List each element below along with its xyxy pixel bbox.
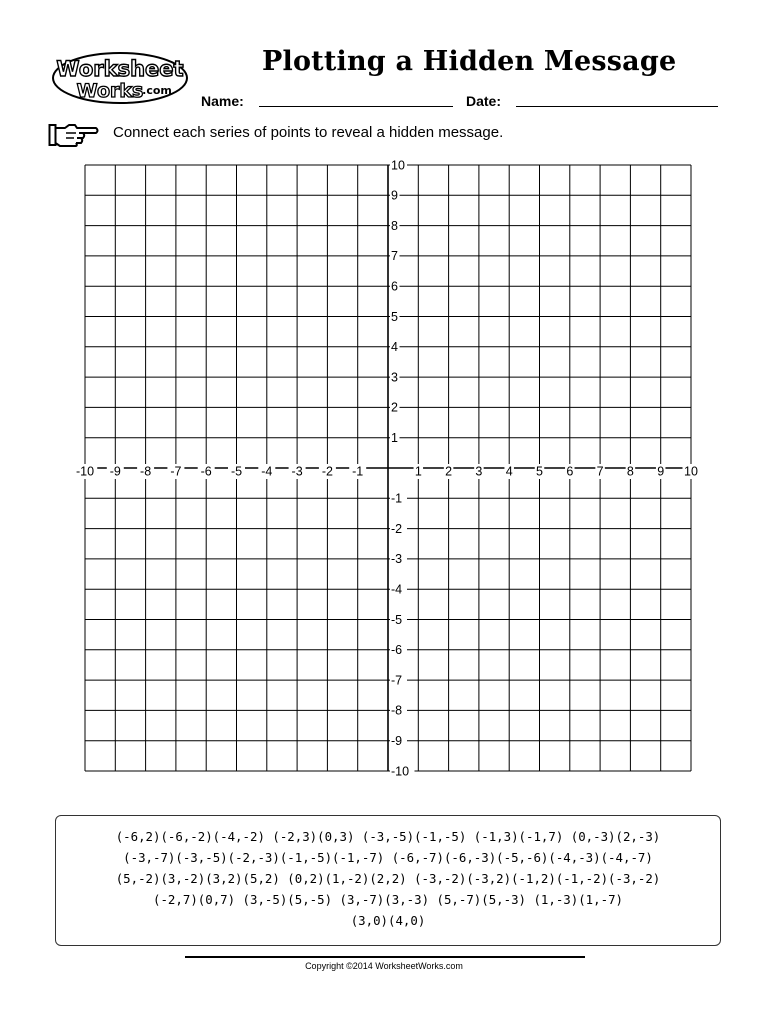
x-tick-label: 10: [684, 464, 698, 479]
point-series-box: [55, 815, 721, 946]
y-tick-label: 5: [391, 309, 398, 324]
x-tick-label: 1: [414, 464, 422, 479]
worksheetworks-logo: [50, 50, 190, 106]
y-tick-label: 6: [391, 279, 398, 294]
pointing-hand-icon: [48, 122, 100, 148]
y-tick-label: 9: [391, 188, 398, 203]
y-tick-label: 1: [391, 430, 398, 445]
svg-text:Worksheet: Worksheet: [56, 57, 184, 81]
y-tick-label: -3: [391, 552, 403, 567]
x-tick-label: -9: [109, 464, 121, 479]
coordinate-grid: [70, 155, 710, 795]
x-tick-label: -2: [321, 464, 333, 479]
x-tick-label: -5: [230, 464, 243, 479]
x-tick-label: 7: [596, 464, 604, 479]
y-tick-label: -4: [391, 582, 403, 597]
y-tick-label: 10: [391, 158, 405, 173]
point-series-line: (3,0)(4,0): [350, 913, 426, 928]
svg-text:.com: .com: [142, 84, 172, 97]
svg-text:Works: Works: [76, 80, 144, 102]
y-tick-label: 4: [391, 340, 398, 355]
y-tick-label: 7: [391, 249, 398, 264]
x-tick-label: -8: [140, 464, 152, 479]
x-tick-label: 5: [536, 464, 543, 479]
y-tick-label: -1: [391, 491, 403, 506]
page-title: Plotting a Hidden Message: [262, 46, 677, 77]
x-tick-label: -10: [75, 464, 95, 479]
y-tick-label: -7: [391, 673, 403, 688]
y-tick-label: 2: [391, 400, 398, 415]
y-tick-label: -9: [391, 733, 403, 748]
x-tick-label: 8: [626, 464, 634, 479]
name-label: Name:: [201, 93, 244, 109]
x-tick-label: 9: [657, 464, 665, 479]
x-tick-label: -4: [261, 464, 273, 479]
x-tick-label: 6: [566, 464, 574, 479]
instructions-text: Connect each series of points to reveal a hidden message.: [113, 124, 504, 141]
footer-rule: [185, 956, 585, 958]
point-series-line: (-2,7)(0,7) (3,-5)(5,-5) (3,-7)(3,-3) (5,-7)(5,-3) (1,-3)(1,-7): [153, 892, 623, 907]
y-tick-label: -5: [391, 612, 403, 627]
x-tick-label: -1: [352, 464, 364, 479]
x-axis-tick-labels: [73, 464, 700, 479]
date-label: Date:: [466, 93, 502, 109]
y-tick-label: 8: [391, 218, 398, 233]
point-series-line: (5,-2)(3,-2)(3,2)(5,2) (0,2)(1,-2)(2,2) (-3,-2)(-3,2)(-1,2)(-1,-2)(-3,-2): [115, 871, 661, 886]
y-tick-label: -2: [391, 521, 403, 536]
name-field[interactable]: [259, 106, 453, 107]
x-tick-label: 3: [475, 464, 483, 479]
y-tick-label: -8: [391, 703, 403, 718]
y-tick-label: -6: [391, 643, 403, 658]
date-field[interactable]: [516, 106, 718, 107]
point-series-text: [56, 826, 720, 931]
x-tick-label: -7: [170, 464, 182, 479]
x-tick-label: 4: [505, 464, 513, 479]
x-tick-label: 2: [445, 464, 453, 479]
point-series-line: (-3,-7)(-3,-5)(-2,-3)(-1,-5)(-1,-7) (-6,-7)(-6,-3)(-5,-6)(-4,-3)(-4,-7): [123, 850, 653, 865]
point-series-line: (-6,2)(-6,-2)(-4,-2) (-2,3)(0,3) (-3,-5)(-1,-5) (-1,3)(-1,7) (0,-3)(2,-3): [115, 829, 661, 844]
y-tick-label: 3: [391, 370, 398, 385]
x-tick-label: -3: [291, 464, 303, 479]
y-tick-label: -10: [391, 764, 410, 779]
x-tick-label: -6: [200, 464, 212, 479]
copyright-notice: Copyright ©2014 WorksheetWorks.com: [305, 961, 463, 971]
